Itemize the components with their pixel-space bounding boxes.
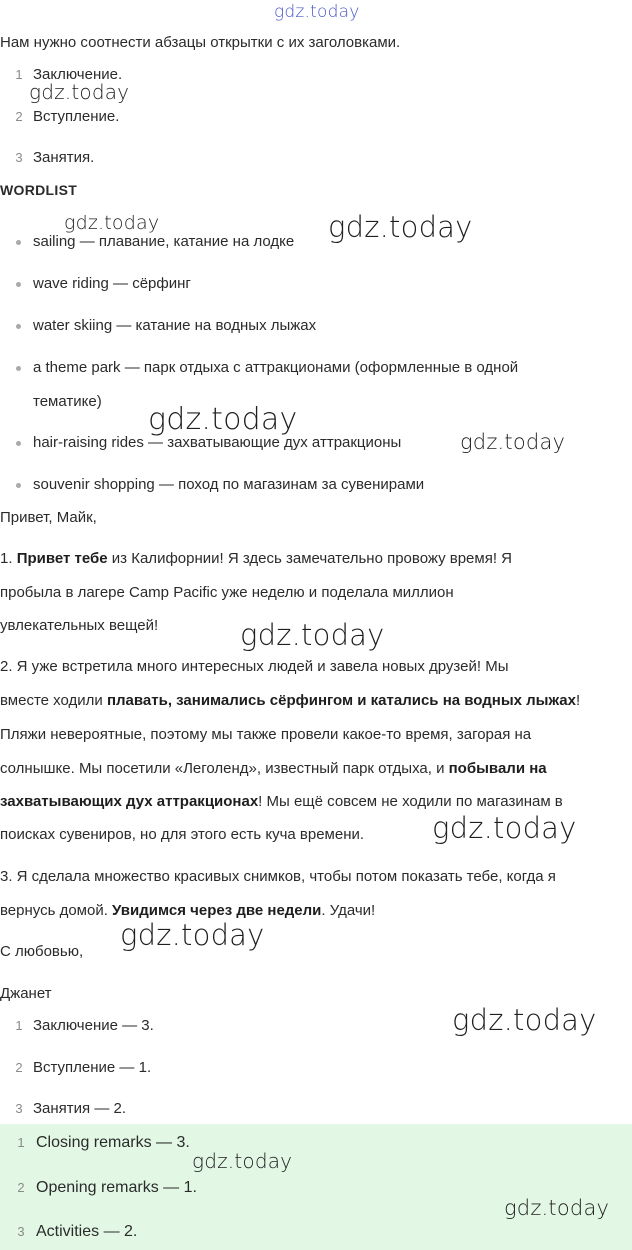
list-number: 2	[15, 109, 23, 124]
wordlist-item: hair-raising rides — захватывающие дух аттракционы	[33, 434, 402, 451]
wordlist-item: water skiing — катание на водных лыжах	[33, 317, 317, 334]
list-item: Заключение.	[33, 66, 123, 83]
watermark-text: gdz.today	[240, 618, 385, 652]
list-number: 1	[15, 67, 23, 82]
watermark-text: gdz.today	[148, 402, 298, 437]
letter-signature: Джанет	[0, 985, 52, 1002]
wordlist-item: sailing — плавание, катание на лодке	[33, 233, 295, 250]
list-number: 3	[15, 150, 23, 165]
watermark-text: gdz.today	[120, 918, 265, 952]
watermark-text: gdz.today	[328, 210, 473, 244]
letter-paragraph-2-line: Пляжи невероятные, поэтому мы также провели какое-то время, загорая на	[0, 726, 532, 743]
letter-paragraph-3-line: вернусь домой. Увидимся через две недели. Удачи!	[0, 902, 376, 919]
watermark-text: gdz.today	[460, 430, 566, 454]
letter-paragraph-2-line: 2. Я уже встретила много интересных людей и завела новых друзей! Мы	[0, 658, 509, 675]
answer-number: 3	[15, 1101, 23, 1116]
watermark-text: gdz.today	[274, 2, 360, 22]
watermark-text: gdz.today	[64, 212, 160, 234]
letter-paragraph-2-line: поисках сувениров, но для этого есть куча времени.	[0, 826, 365, 843]
letter-paragraph-2-line: вместе ходили плавать, занимались сёрфингом и катались на водных лыжах!	[0, 692, 581, 709]
bullet-icon	[16, 483, 21, 488]
bullet-icon	[16, 240, 21, 245]
wordlist-heading: WORDLIST	[0, 182, 78, 198]
list-item: Занятия.	[33, 149, 95, 166]
answer-item: Opening remarks — 1.	[36, 1179, 197, 1196]
letter-greeting: Привет, Майк,	[0, 509, 97, 526]
wordlist-item: a theme park — парк отдыха с аттракционами (оформленные в одной	[33, 359, 519, 376]
letter-closing: С любовью,	[0, 943, 84, 960]
letter-paragraph-1-line: пробыла в лагере Camp Pacific уже неделю и поделала миллион	[0, 584, 454, 601]
answer-item: Вступление — 1.	[33, 1059, 152, 1076]
list-item: Вступление.	[33, 108, 120, 125]
letter-paragraph-2-line: солнышке. Мы посетили «Леголенд», известный парк отдыха, и побывали на	[0, 760, 547, 777]
task-intro: Нам нужно соотнести абзацы открытки с их заголовками.	[0, 34, 401, 51]
answer-number: 3	[17, 1224, 25, 1239]
wordlist-item: souvenir shopping — поход по магазинам за сувенирами	[33, 476, 425, 493]
answer-item: Заключение — 3.	[33, 1017, 154, 1034]
answer-item: Closing remarks — 3.	[36, 1134, 190, 1151]
answer-number: 1	[17, 1135, 25, 1150]
watermark-text: gdz.today	[192, 1149, 293, 1173]
watermark-text: gdz.today	[504, 1196, 610, 1220]
watermark-text: gdz.today	[452, 1003, 597, 1037]
wordlist-item-continued: тематике)	[33, 393, 102, 410]
answer-item: Activities — 2.	[36, 1223, 138, 1240]
answer-item: Занятия — 2.	[33, 1100, 127, 1117]
answer-number: 1	[15, 1018, 23, 1033]
answer-number: 2	[15, 1060, 23, 1075]
answer-number: 2	[17, 1180, 25, 1195]
bullet-icon	[16, 324, 21, 329]
letter-paragraph-3-line: 3. Я сделала множество красивых снимков, чтобы потом показать тебе, когда я	[0, 868, 556, 885]
bullet-icon	[16, 441, 21, 446]
watermark-text: gdz.today	[29, 80, 130, 104]
wordlist-item: wave riding — сёрфинг	[33, 275, 191, 292]
letter-paragraph-1-line: 1. Привет тебе из Калифорнии! Я здесь замечательно провожу время! Я	[0, 550, 512, 567]
letter-paragraph-2-line: захватывающих дух аттракционах! Мы ещё совсем не ходили по магазинам в	[0, 793, 563, 810]
bullet-icon	[16, 282, 21, 287]
letter-paragraph-1-line: увлекательных вещей!	[0, 617, 159, 634]
bullet-icon	[16, 366, 21, 371]
watermark-text: gdz.today	[432, 811, 577, 845]
